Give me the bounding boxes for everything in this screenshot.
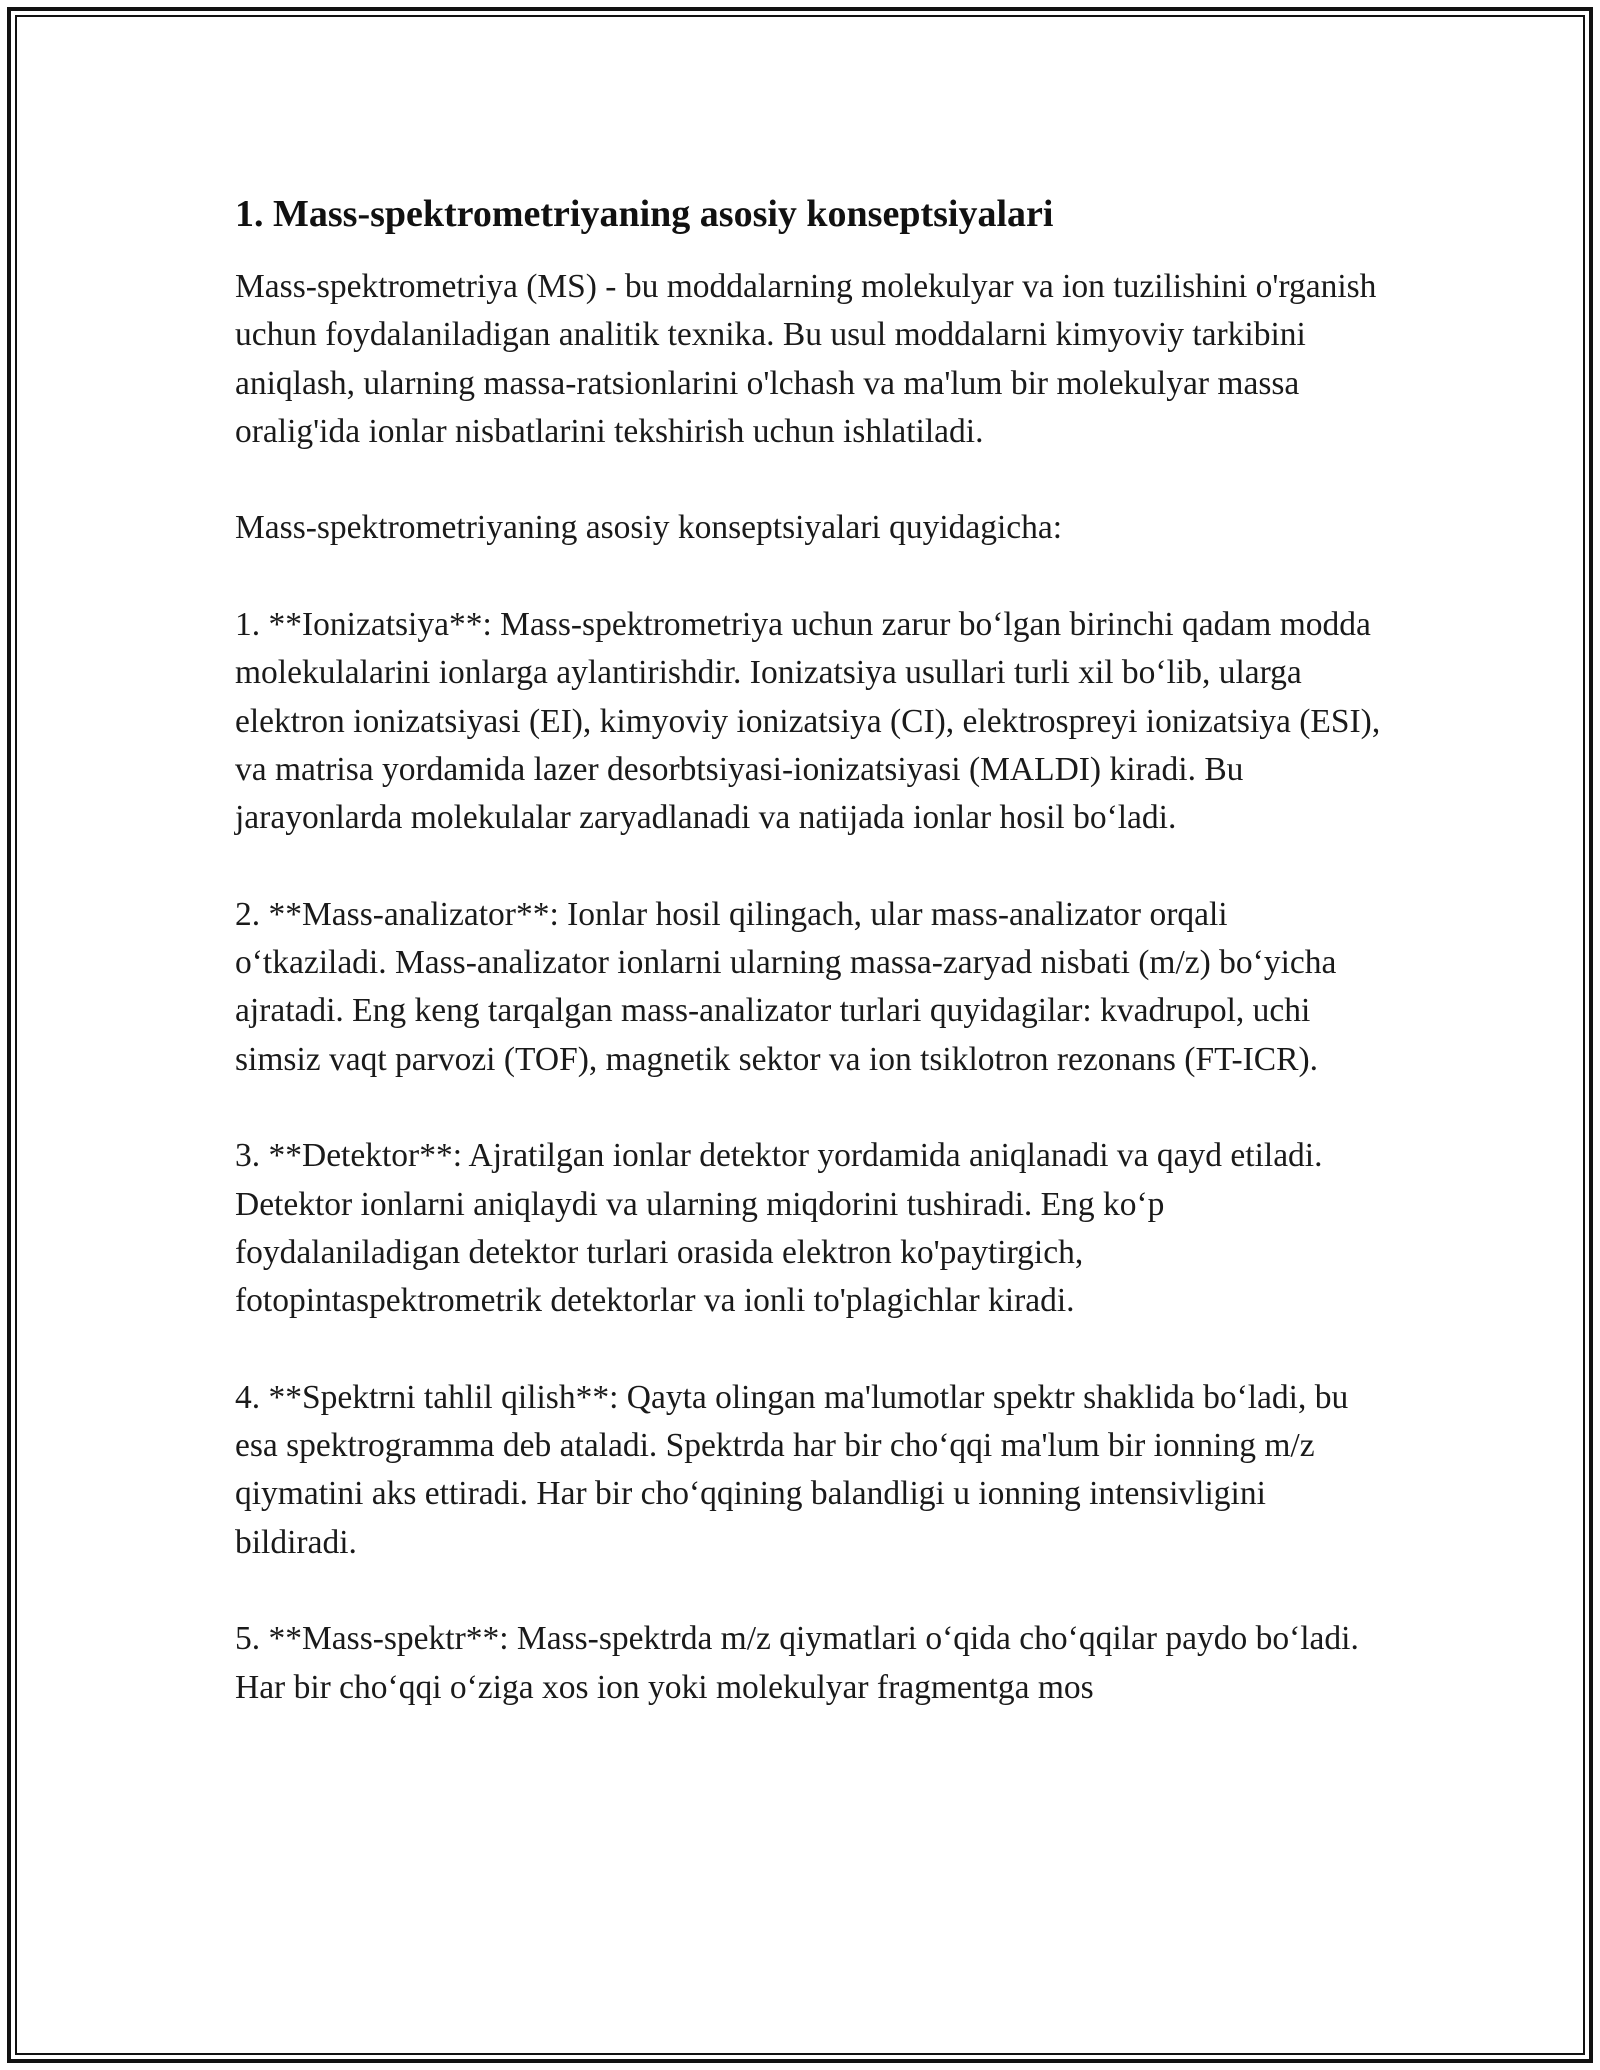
ionization-paragraph: 1. **Ionizatsiya**: Mass-spektrometriya uchun zarur bo‘lgan birinchi qadam modda molekulalarini ionlarga aylantirishdir. Ionizatsiya usullari turli xil bo‘lib, ularga elektron ionizatsiyasi (EI), kimyoviy ionizatsiya (CI), elektrospreyi ionizatsiya (ESI), va matrisa yordamida lazer desorbtsiyasi-ionizatsiyasi (MALDI) kiradi. Bu jarayonlarda molekulalar zaryadlanadi va natijada ionlar hosil bo‘ladi. xyxy=(235,606,1381,837)
mass-spectrum-paragraph: 5. **Mass-spektr**: Mass-spektrda m/z qiymatlari o‘qida cho‘qqilar paydo bo‘ladi. Har bir cho‘qqi o‘ziga xos ion yoki molekulyar fragmentga mos xyxy=(235,1620,1359,1706)
spectrum-analysis-paragraph: 4. **Spektrni tahlil qilish**: Qayta olingan ma'lumotlar spektr shaklida bo‘ladi, bu esa spektrogramma deb ataladi. Spektrda har bir cho‘qqi ma'lum bir ionning m/z qiymatini aks ettiradi. Har bir cho‘qqining balandligi u ionning intensivligini bildiradi. xyxy=(235,1378,1349,1561)
document-body xyxy=(235,188,1385,1712)
section-heading: 1. Mass-spektrometriyaning asosiy konseptsiyalari xyxy=(235,193,1054,235)
concepts-lead-paragraph: Mass-spektrometriyaning asosiy konseptsiyalari quyidagicha: xyxy=(235,509,1063,547)
detector-paragraph: 3. **Detektor**: Ajratilgan ionlar detektor yordamida aniqlanadi va qayd etiladi. Detektor ionlarni aniqlaydi va ularning miqdorini tushiradi. Eng ko‘p foydalaniladigan detektor turlari orasida elektron ko'paytirgich, fotopintaspektrometrik detektorlar va ionli to'plagichlar kiradi. xyxy=(235,1137,1323,1320)
intro-paragraph: Mass-spektrometriya (MS) - bu moddalarning molekulyar va ion tuzilishini o'rganish uchun foydalaniladigan analitik texnika. Bu usul moddalarni kimyoviy tarkibini aniqlash, ularning massa-ratsionlarini o'lchash va ma'lum bir molekulyar massa oralig'ida ionlar nisbatlarini tekshirish uchun ishlatiladi. xyxy=(235,268,1377,450)
mass-analyzer-paragraph: 2. **Mass-analizator**: Ionlar hosil qilingach, ular mass-analizator orqali o‘tkaziladi. Mass-analizator ionlarni ularning massa-zaryad nisbati (m/z) bo‘yicha ajratadi. Eng keng tarqalgan mass-analizator turlari quyidagilar: kvadrupol, uchi simsiz vaqt parvozi (TOF), magnetik sektor va ion tsiklotron rezonans (FT-ICR). xyxy=(235,895,1337,1078)
